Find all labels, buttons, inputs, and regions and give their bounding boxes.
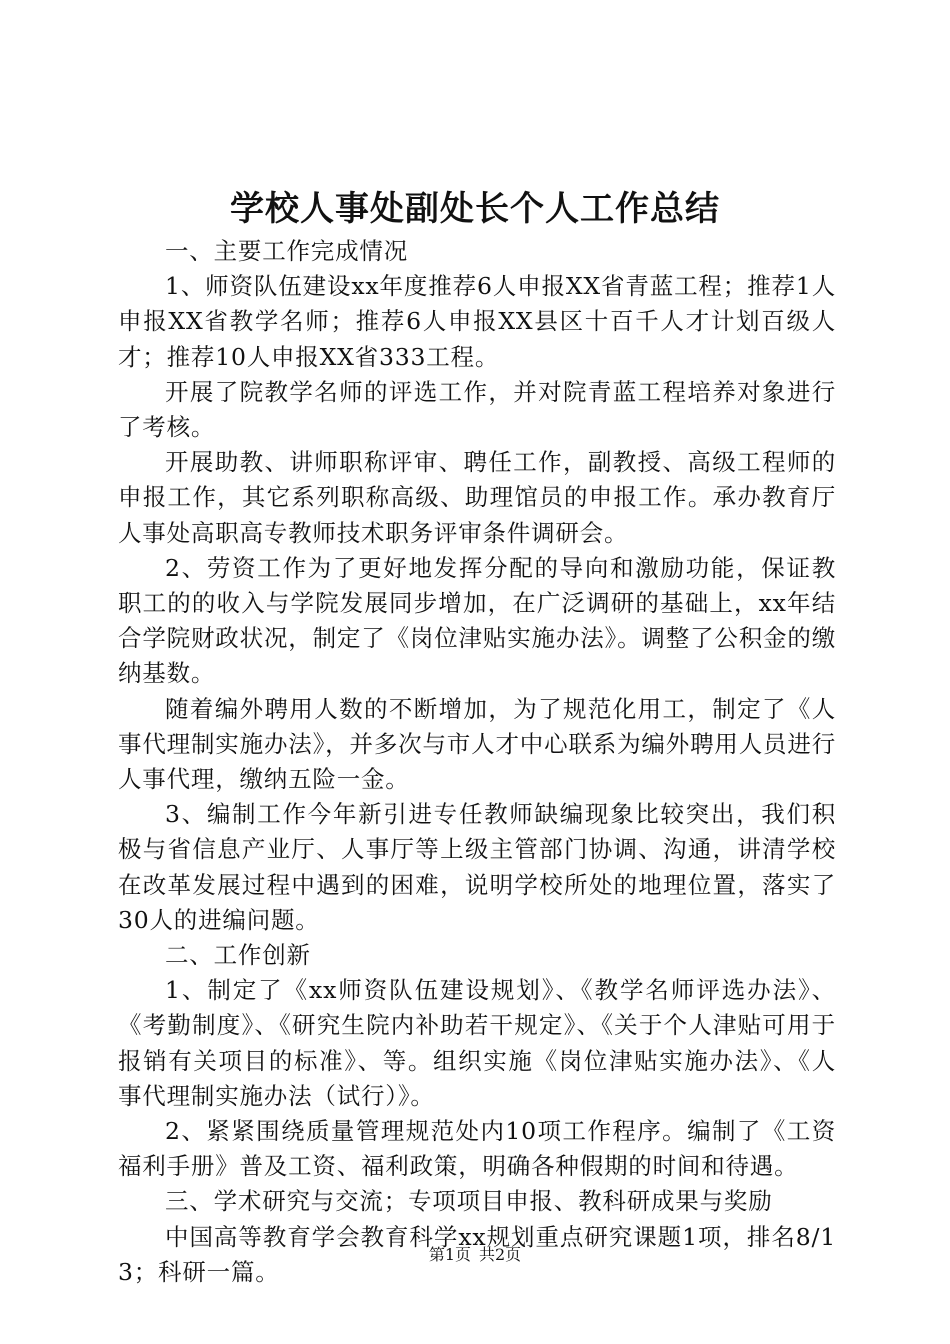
paragraph: 3、编制工作今年新引进专任教师缺编现象比较突出，我们积极与省信息产业厅、人事厅等上级主管部门协调、沟通，讲清学校在改革发展过程中遇到的困难，说明学校所处的地理位置，落实了30人的进编问题。 (118, 800, 836, 934)
section-heading: 一、主要工作完成情况 (165, 237, 408, 265)
paragraph: 2、劳资工作为了更好地发挥分配的导向和激励功能，保证教职工的的收入与学院发展同步增加，在广泛调研的基础上，xx年结合学院财政状况，制定了《岗位津贴实施办法》。调整了公积金的缴纳基数。 (118, 553, 836, 688)
paragraph: 随着编外聘用人数的不断增加，为了规范化用工，制定了《人事代理制实施办法》，并多次与市人才中心联系为编外聘用人员进行人事代理，缴纳五险一金。 (118, 694, 836, 794)
paragraph: 2、紧紧围绕质量管理规范处内10项工作程序。编制了《工资福利手册》普及工资、福利政策，明确各种假期的时间和待遇。 (118, 1117, 836, 1181)
page-footer (0, 1244, 950, 1266)
paragraph: 开展了院教学名师的评选工作，并对院青蓝工程培养对象进行了考核。 (118, 377, 836, 442)
section-heading: 二、工作创新 (165, 941, 311, 970)
document-title: 学校人事处副处长个人工作总结 (230, 189, 720, 229)
section-heading: 三、学术研究与交流；专项项目申报、教科研成果与奖励 (165, 1187, 773, 1216)
page-number: 第1页 (428, 1245, 471, 1264)
document-body (118, 234, 836, 1290)
paragraph: 1、师资队伍建设xx年度推荐6人申报XX省青蓝工程；推荐1人申报XX省教学名师；推荐6人申报XX县区十百千人才计划百级人才；推荐10人申报XX省333工程。 (118, 272, 836, 371)
paragraph: 开展助教、讲师职称评审、聘任工作，副教授、高级工程师的申报工作，其它系列职称高级、助理馆员的申报工作。承办教育厅人事处高职高专教师技术职务评审条件调研会。 (118, 448, 836, 547)
page-total: 共2页 (479, 1245, 522, 1264)
paragraph: 1、制定了《xx师资队伍建设规划》、《教学名师评选办法》、《考勤制度》、《研究生院内补助若干规定》、《关于个人津贴可用于报销有关项目的标准》、等。组织实施《岗位津贴实施办法》、《人事代理制实施办法（试行）》。 (118, 976, 836, 1110)
paragraph: 中国高等教育学会教育科学xx规划重点研究课题1项，排名8/13；科研一篇。 (118, 1222, 836, 1286)
